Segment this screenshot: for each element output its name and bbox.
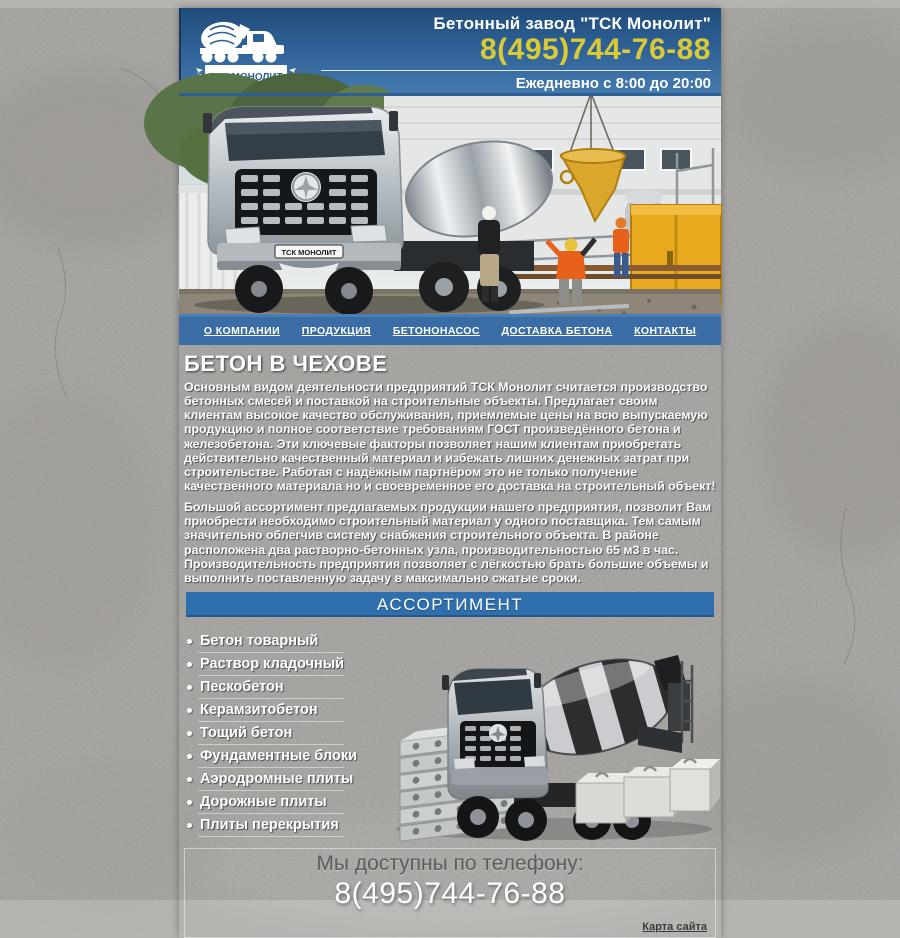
header-divider [321, 70, 711, 71]
list-item: Пескобетон [184, 677, 422, 699]
footer-phone-label: Мы доступны по телефону: [316, 851, 584, 875]
list-item: Керамзитобетон [184, 700, 422, 722]
page-title: БЕТОН В ЧЕХОВЕ [184, 351, 388, 376]
site-title: Бетонный завод "ТСК Монолит" [433, 14, 711, 33]
working-hours: Ежедневно с 8:00 до 20:00 [515, 75, 711, 93]
assortment-section [184, 631, 716, 844]
list-item: Тощий бетон [184, 723, 422, 745]
sitemap-link[interactable]: Карта сайта [642, 920, 707, 933]
hero-image [179, 93, 721, 317]
main-content [179, 345, 721, 844]
truck-license-plate: ТСК МОНОЛИТ [281, 248, 337, 257]
header-info [311, 8, 721, 93]
intro-paragraph-1: Основным видом деятельности предприятий ТСК Монолит считается производство бетонных смесей и поставкой на строительные объекты. Предлагает своим клиентам высокое качество обслуживания, приемлемые цены на всю выпускаемую продукцию и полное соответствие требованиям ГОСТ произведённого бетона и железобетона. Эти ключевые факторы позволяет нашим клиентам приобретать действительно качественный материал и избежать лишних денежных затрат при строительстве. Работая с надёжным партнёром это не только получение качественного материала но и своевременное его доставка на строительный объект! [184, 380, 716, 493]
main-nav [179, 317, 721, 345]
mixer-truck-products-illustration [386, 625, 722, 847]
sitemap-row [193, 917, 707, 935]
footer-phone: 8(495)744-76-88 [334, 876, 566, 910]
header-phone: 8(495)744-76-88 [480, 33, 711, 66]
list-item: Плиты перекрытия [184, 815, 422, 837]
list-item: Фундаментные блоки [184, 746, 422, 768]
nav-link-about[interactable]: О КОМПАНИИ [203, 325, 281, 337]
intro-paragraph-2: Большой ассортимент предлагаемых продукции нашего предприятия, позволит Вам приобрести необходимо строительный материал у одного поставщика. Тем самым значительно облегчив систему снабжения строительного объекта. В районе расположена два растворно-бетонных узла, производительностью 65 м3 в час. Производительность предприятия позволяет с лёгкостью брать большие объемы и выполнить поставленную задачу в максимально сжатые сроки. [184, 500, 712, 585]
nav-link-contacts[interactable]: КОНТАКТЫ [634, 325, 697, 337]
hero-construction-scene [179, 93, 721, 317]
list-item: Бетон товарный [184, 631, 422, 653]
site-header [179, 8, 721, 93]
assortment-heading: АССОРТИМЕНТ [186, 592, 714, 617]
page-column [179, 8, 721, 938]
foundation-blocks [576, 759, 720, 823]
list-item: Раствор кладочный [184, 654, 422, 676]
list-item: Аэродромные плиты [184, 769, 422, 791]
assortment-image [386, 625, 722, 847]
list-item: Дорожные плиты [184, 792, 422, 814]
nav-link-delivery[interactable]: ДОСТАВКА БЕТОНА [501, 325, 613, 337]
nav-link-pump[interactable]: БЕТОНОНАСОС [392, 325, 480, 337]
footer [184, 848, 716, 938]
nav-link-products[interactable]: ПРОДУКЦИЯ [301, 325, 372, 337]
